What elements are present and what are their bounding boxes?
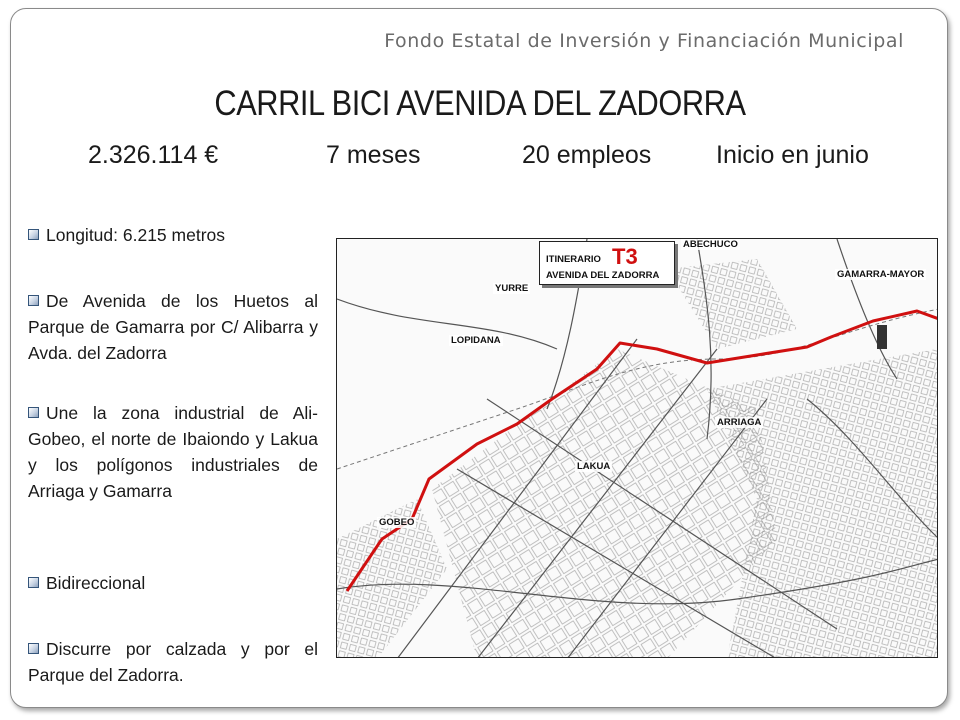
building-block xyxy=(877,325,887,349)
bullet-item-zones xyxy=(28,400,318,504)
bullet-text: Longitud: 6.215 metros xyxy=(46,225,226,245)
square-bullet-icon xyxy=(28,407,39,418)
map-drawing xyxy=(337,239,938,658)
place-label-lakua: LAKUA xyxy=(577,461,611,472)
stat-amount: 2.326.114 € xyxy=(88,141,219,169)
place-label-abechuco: ABECHUCO xyxy=(683,239,738,250)
stat-jobs: 20 empleos xyxy=(522,141,652,169)
square-bullet-icon xyxy=(28,643,39,654)
bullet-item-route xyxy=(28,288,318,366)
square-bullet-icon xyxy=(28,295,39,306)
bullet-text: Discurre por calzada y por el Parque del Zadorra. xyxy=(28,639,318,685)
route-legend xyxy=(539,241,675,285)
place-label-gamarra: GAMARRA-MAYOR xyxy=(837,269,925,280)
bullet-text: De Avenida de los Huetos al Parque de Gamarra por C/ Alibarra y Avda. del Zadorra xyxy=(28,291,318,363)
legend-title: ITINERARIO xyxy=(546,254,601,265)
legend-route-name: AVENIDA DEL ZADORRA xyxy=(546,270,660,281)
place-label-lopidana: LOPIDANA xyxy=(451,335,501,346)
abechuco-district xyxy=(667,259,797,349)
bullet-item-path xyxy=(28,636,318,688)
place-label-yurre: YURRE xyxy=(495,283,529,294)
place-label-gobeo: GOBEO xyxy=(379,517,415,528)
square-bullet-icon xyxy=(28,229,39,240)
program-name: Fondo Estatal de Inversión y Financiación Municipal xyxy=(384,30,904,52)
stat-start: Inicio en junio xyxy=(716,141,869,169)
stat-duration: 7 meses xyxy=(326,141,421,169)
bullet-item-length xyxy=(28,222,318,248)
bullet-item-direction xyxy=(28,570,318,596)
route-map xyxy=(336,238,938,658)
square-bullet-icon xyxy=(28,577,39,588)
bullet-text: Une la zona industrial de Ali-Gobeo, el norte de Ibaiondo y Lakua y los polígonos industriales de Arriaga y Gamarra xyxy=(28,403,318,501)
legend-code: T3 xyxy=(612,244,638,269)
page-title: CARRIL BICI AVENIDA DEL ZADORRA xyxy=(214,84,746,123)
place-label-arriaga: ARRIAGA xyxy=(717,417,762,428)
bullet-text: Bidireccional xyxy=(46,573,146,593)
